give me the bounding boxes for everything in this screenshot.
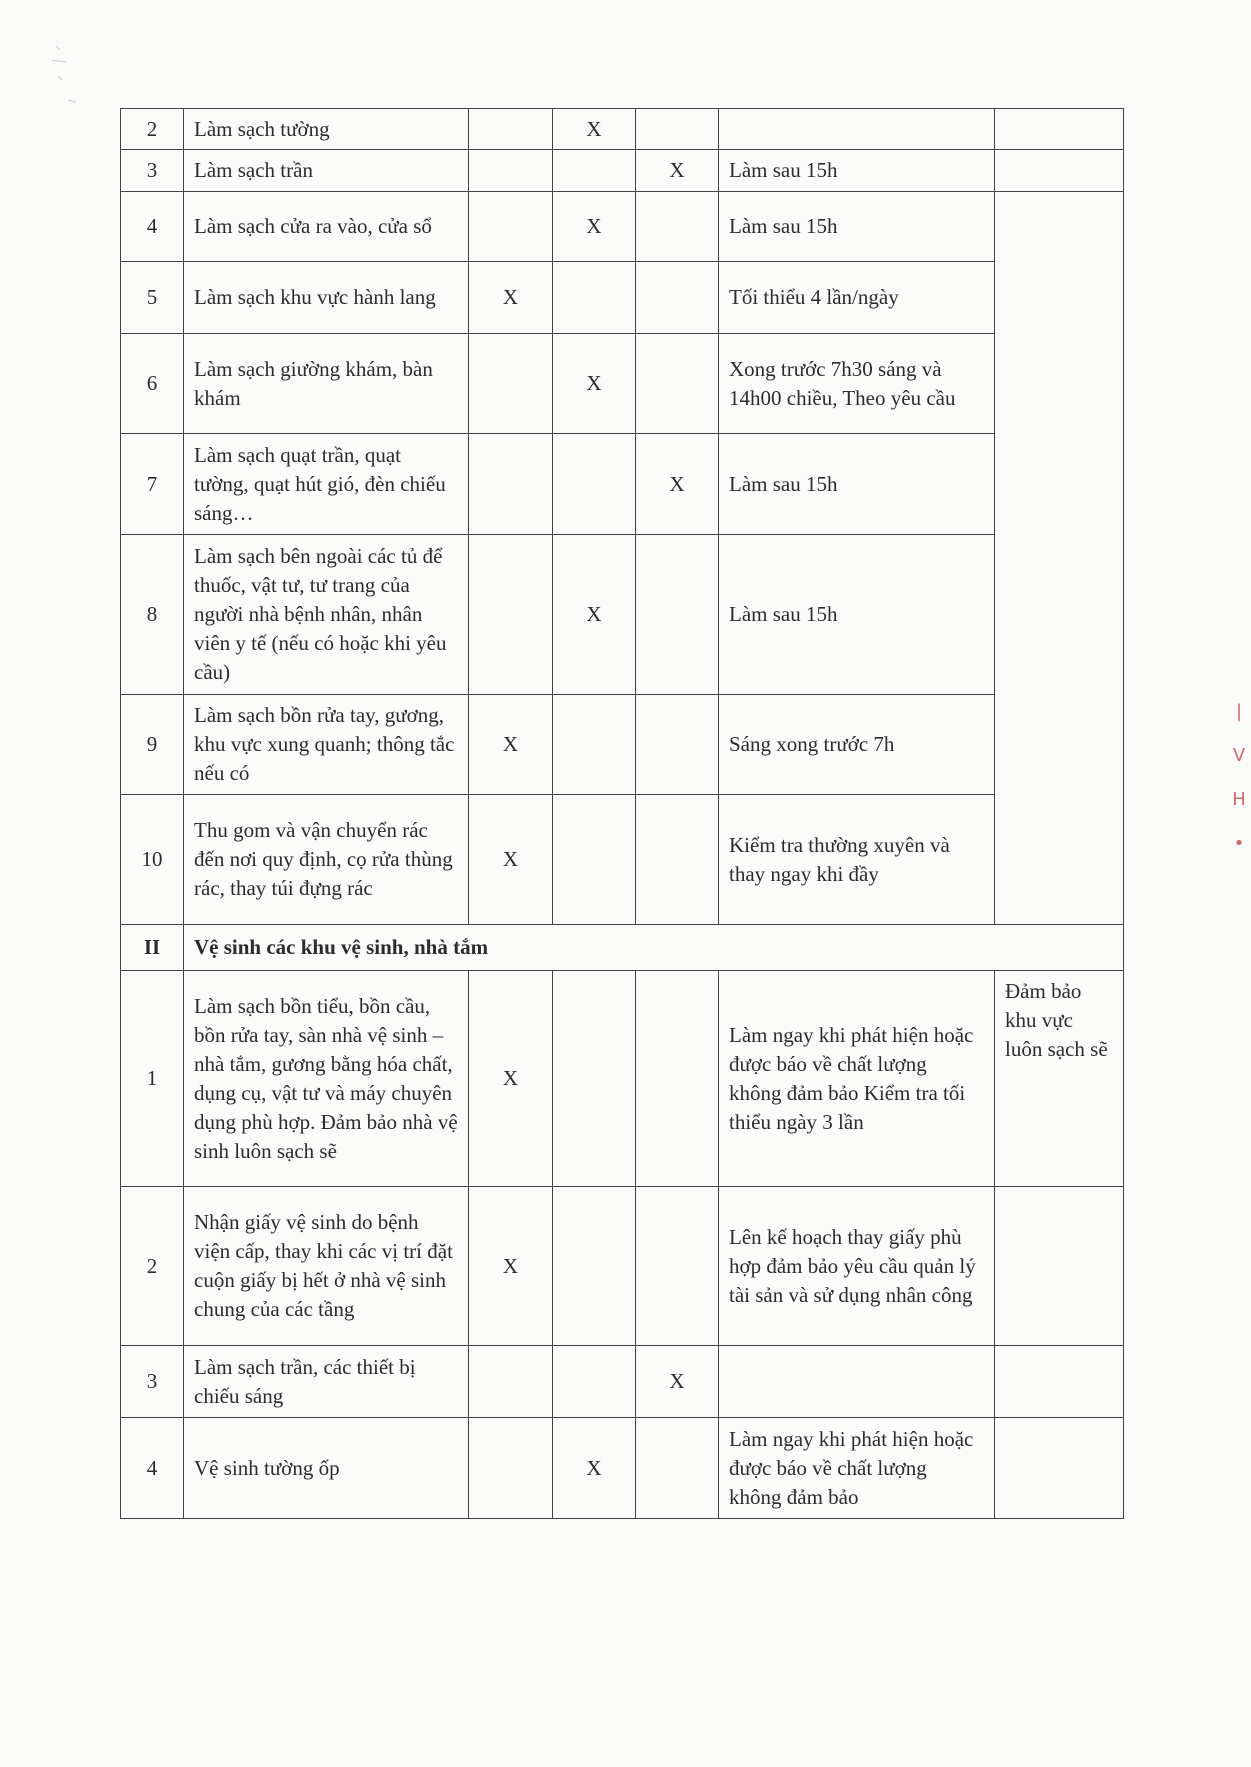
task-description: Làm sạch tường (184, 109, 469, 150)
row-number: 3 (121, 1346, 184, 1418)
table-row (121, 1418, 1124, 1519)
task-note: Lên kế hoạch thay giấy phù hợp đảm bảo yêu cầu quản lý tài sản và sử dụng nhân công (719, 1187, 995, 1346)
task-note: Kiểm tra thường xuyên và thay ngay khi đầy (719, 795, 995, 925)
row-number: 7 (121, 434, 184, 535)
freq-monthly-mark (636, 262, 719, 334)
freq-monthly-mark (636, 695, 719, 795)
freq-daily-mark: X (469, 695, 553, 795)
freq-daily-mark (469, 334, 553, 434)
freq-weekly-mark (553, 695, 636, 795)
row-number: 6 (121, 334, 184, 434)
task-description: Vệ sinh tường ốp (184, 1418, 469, 1519)
task-note: Làm sau 15h (719, 192, 995, 262)
margin-mark: H (1232, 789, 1246, 810)
cleaning-schedule-table (120, 108, 1124, 1519)
table-row (121, 795, 1124, 925)
freq-weekly-mark (553, 795, 636, 925)
task-note: Làm ngay khi phát hiện hoặc được báo về chất lượng không đảm bảo (719, 1418, 995, 1519)
freq-weekly-mark (553, 150, 636, 192)
row-number: 10 (121, 795, 184, 925)
row-number: 2 (121, 109, 184, 150)
margin-mark: | (1235, 701, 1243, 722)
freq-monthly-mark (636, 334, 719, 434)
freq-monthly-mark (636, 971, 719, 1187)
row-number: 4 (121, 192, 184, 262)
row-number: 5 (121, 262, 184, 334)
freq-daily-mark: X (469, 795, 553, 925)
freq-weekly-mark: X (553, 1418, 636, 1519)
table-row (121, 535, 1124, 695)
task-note: Làm sau 15h (719, 150, 995, 192)
task-description: Làm sạch cửa ra vào, cửa sổ (184, 192, 469, 262)
table-row (121, 192, 1124, 262)
table-row (121, 971, 1124, 1187)
requirement-cell (995, 109, 1124, 150)
freq-daily-mark (469, 434, 553, 535)
row-number: 4 (121, 1418, 184, 1519)
task-description: Làm sạch khu vực hành lang (184, 262, 469, 334)
freq-monthly-mark: X (636, 1346, 719, 1418)
freq-daily-mark: X (469, 1187, 553, 1346)
table-row (121, 150, 1124, 192)
table-row (121, 695, 1124, 795)
task-note: Sáng xong trước 7h (719, 695, 995, 795)
freq-monthly-mark (636, 535, 719, 695)
task-note: Làm sau 15h (719, 434, 995, 535)
requirement-cell: Đảm bảo khu vực luôn sạch sẽ (995, 971, 1124, 1187)
task-description: Làm sạch quạt trần, quạt tường, quạt hút gió, đèn chiếu sáng… (184, 434, 469, 535)
freq-monthly-mark: X (636, 434, 719, 535)
freq-daily-mark (469, 109, 553, 150)
freq-monthly-mark (636, 192, 719, 262)
requirement-cell (995, 192, 1124, 925)
freq-weekly-mark: X (553, 334, 636, 434)
freq-daily-mark (469, 535, 553, 695)
section-title: Vệ sinh các khu vệ sinh, nhà tắm (184, 925, 1124, 971)
row-number: 2 (121, 1187, 184, 1346)
task-description: Thu gom và vận chuyển rác đến nơi quy định, cọ rửa thùng rác, thay túi đựng rác (184, 795, 469, 925)
freq-daily-mark: X (469, 262, 553, 334)
freq-daily-mark (469, 150, 553, 192)
freq-daily-mark (469, 1346, 553, 1418)
table-row (121, 1187, 1124, 1346)
freq-monthly-mark (636, 1418, 719, 1519)
task-description: Làm sạch trần (184, 150, 469, 192)
requirement-cell (995, 1187, 1124, 1346)
table-row (121, 334, 1124, 434)
table-row (121, 262, 1124, 334)
freq-weekly-mark (553, 1187, 636, 1346)
section-header-row (121, 925, 1124, 971)
freq-monthly-mark: X (636, 150, 719, 192)
task-description: Làm sạch bồn tiểu, bồn cầu, bồn rửa tay, sàn nhà vệ sinh – nhà tắm, gương bằng hóa chất, dụng cụ, vật tư và máy chuyên dụng phù hợp. Đảm bảo nhà vệ sinh luôn sạch sẽ (184, 971, 469, 1187)
freq-weekly-mark: X (553, 109, 636, 150)
freq-weekly-mark (553, 1346, 636, 1418)
task-note: Làm sau 15h (719, 535, 995, 695)
task-note (719, 1346, 995, 1418)
freq-daily-mark (469, 192, 553, 262)
freq-weekly-mark: X (553, 192, 636, 262)
task-note: Xong trước 7h30 sáng và 14h00 chiều, Theo yêu cầu (719, 334, 995, 434)
freq-daily-mark: X (469, 971, 553, 1187)
task-note: Làm ngay khi phát hiện hoặc được báo về chất lượng không đảm bảo Kiểm tra tối thiểu ngày 3 lần (719, 971, 995, 1187)
freq-weekly-mark: X (553, 535, 636, 695)
freq-weekly-mark (553, 434, 636, 535)
margin-mark: • (1233, 833, 1245, 854)
requirement-cell (995, 150, 1124, 192)
task-description: Nhận giấy vệ sinh do bệnh viện cấp, thay khi các vị trí đặt cuộn giấy bị hết ở nhà vệ sinh chung của các tầng (184, 1187, 469, 1346)
row-number: 1 (121, 971, 184, 1187)
task-description: Làm sạch bồn rửa tay, gương, khu vực xung quanh; thông tắc nếu có (184, 695, 469, 795)
requirement-cell (995, 1418, 1124, 1519)
freq-monthly-mark (636, 1187, 719, 1346)
task-description: Làm sạch trần, các thiết bị chiếu sáng (184, 1346, 469, 1418)
section-number: II (121, 925, 184, 971)
task-description: Làm sạch giường khám, bàn khám (184, 334, 469, 434)
row-number: 3 (121, 150, 184, 192)
freq-monthly-mark (636, 109, 719, 150)
row-number: 9 (121, 695, 184, 795)
task-description: Làm sạch bên ngoài các tủ để thuốc, vật tư, tư trang của người nhà bệnh nhân, nhân viên y tế (nếu có hoặc khi yêu cầu) (184, 535, 469, 695)
row-number: 8 (121, 535, 184, 695)
freq-weekly-mark (553, 262, 636, 334)
margin-mark: V (1232, 745, 1246, 766)
table-row (121, 434, 1124, 535)
freq-monthly-mark (636, 795, 719, 925)
task-note (719, 109, 995, 150)
requirement-cell (995, 1346, 1124, 1418)
freq-daily-mark (469, 1418, 553, 1519)
table-row (121, 109, 1124, 150)
task-note: Tối thiểu 4 lần/ngày (719, 262, 995, 334)
freq-weekly-mark (553, 971, 636, 1187)
table-row (121, 1346, 1124, 1418)
margin-annotations (1228, 690, 1250, 866)
scan-artifact (48, 40, 108, 110)
